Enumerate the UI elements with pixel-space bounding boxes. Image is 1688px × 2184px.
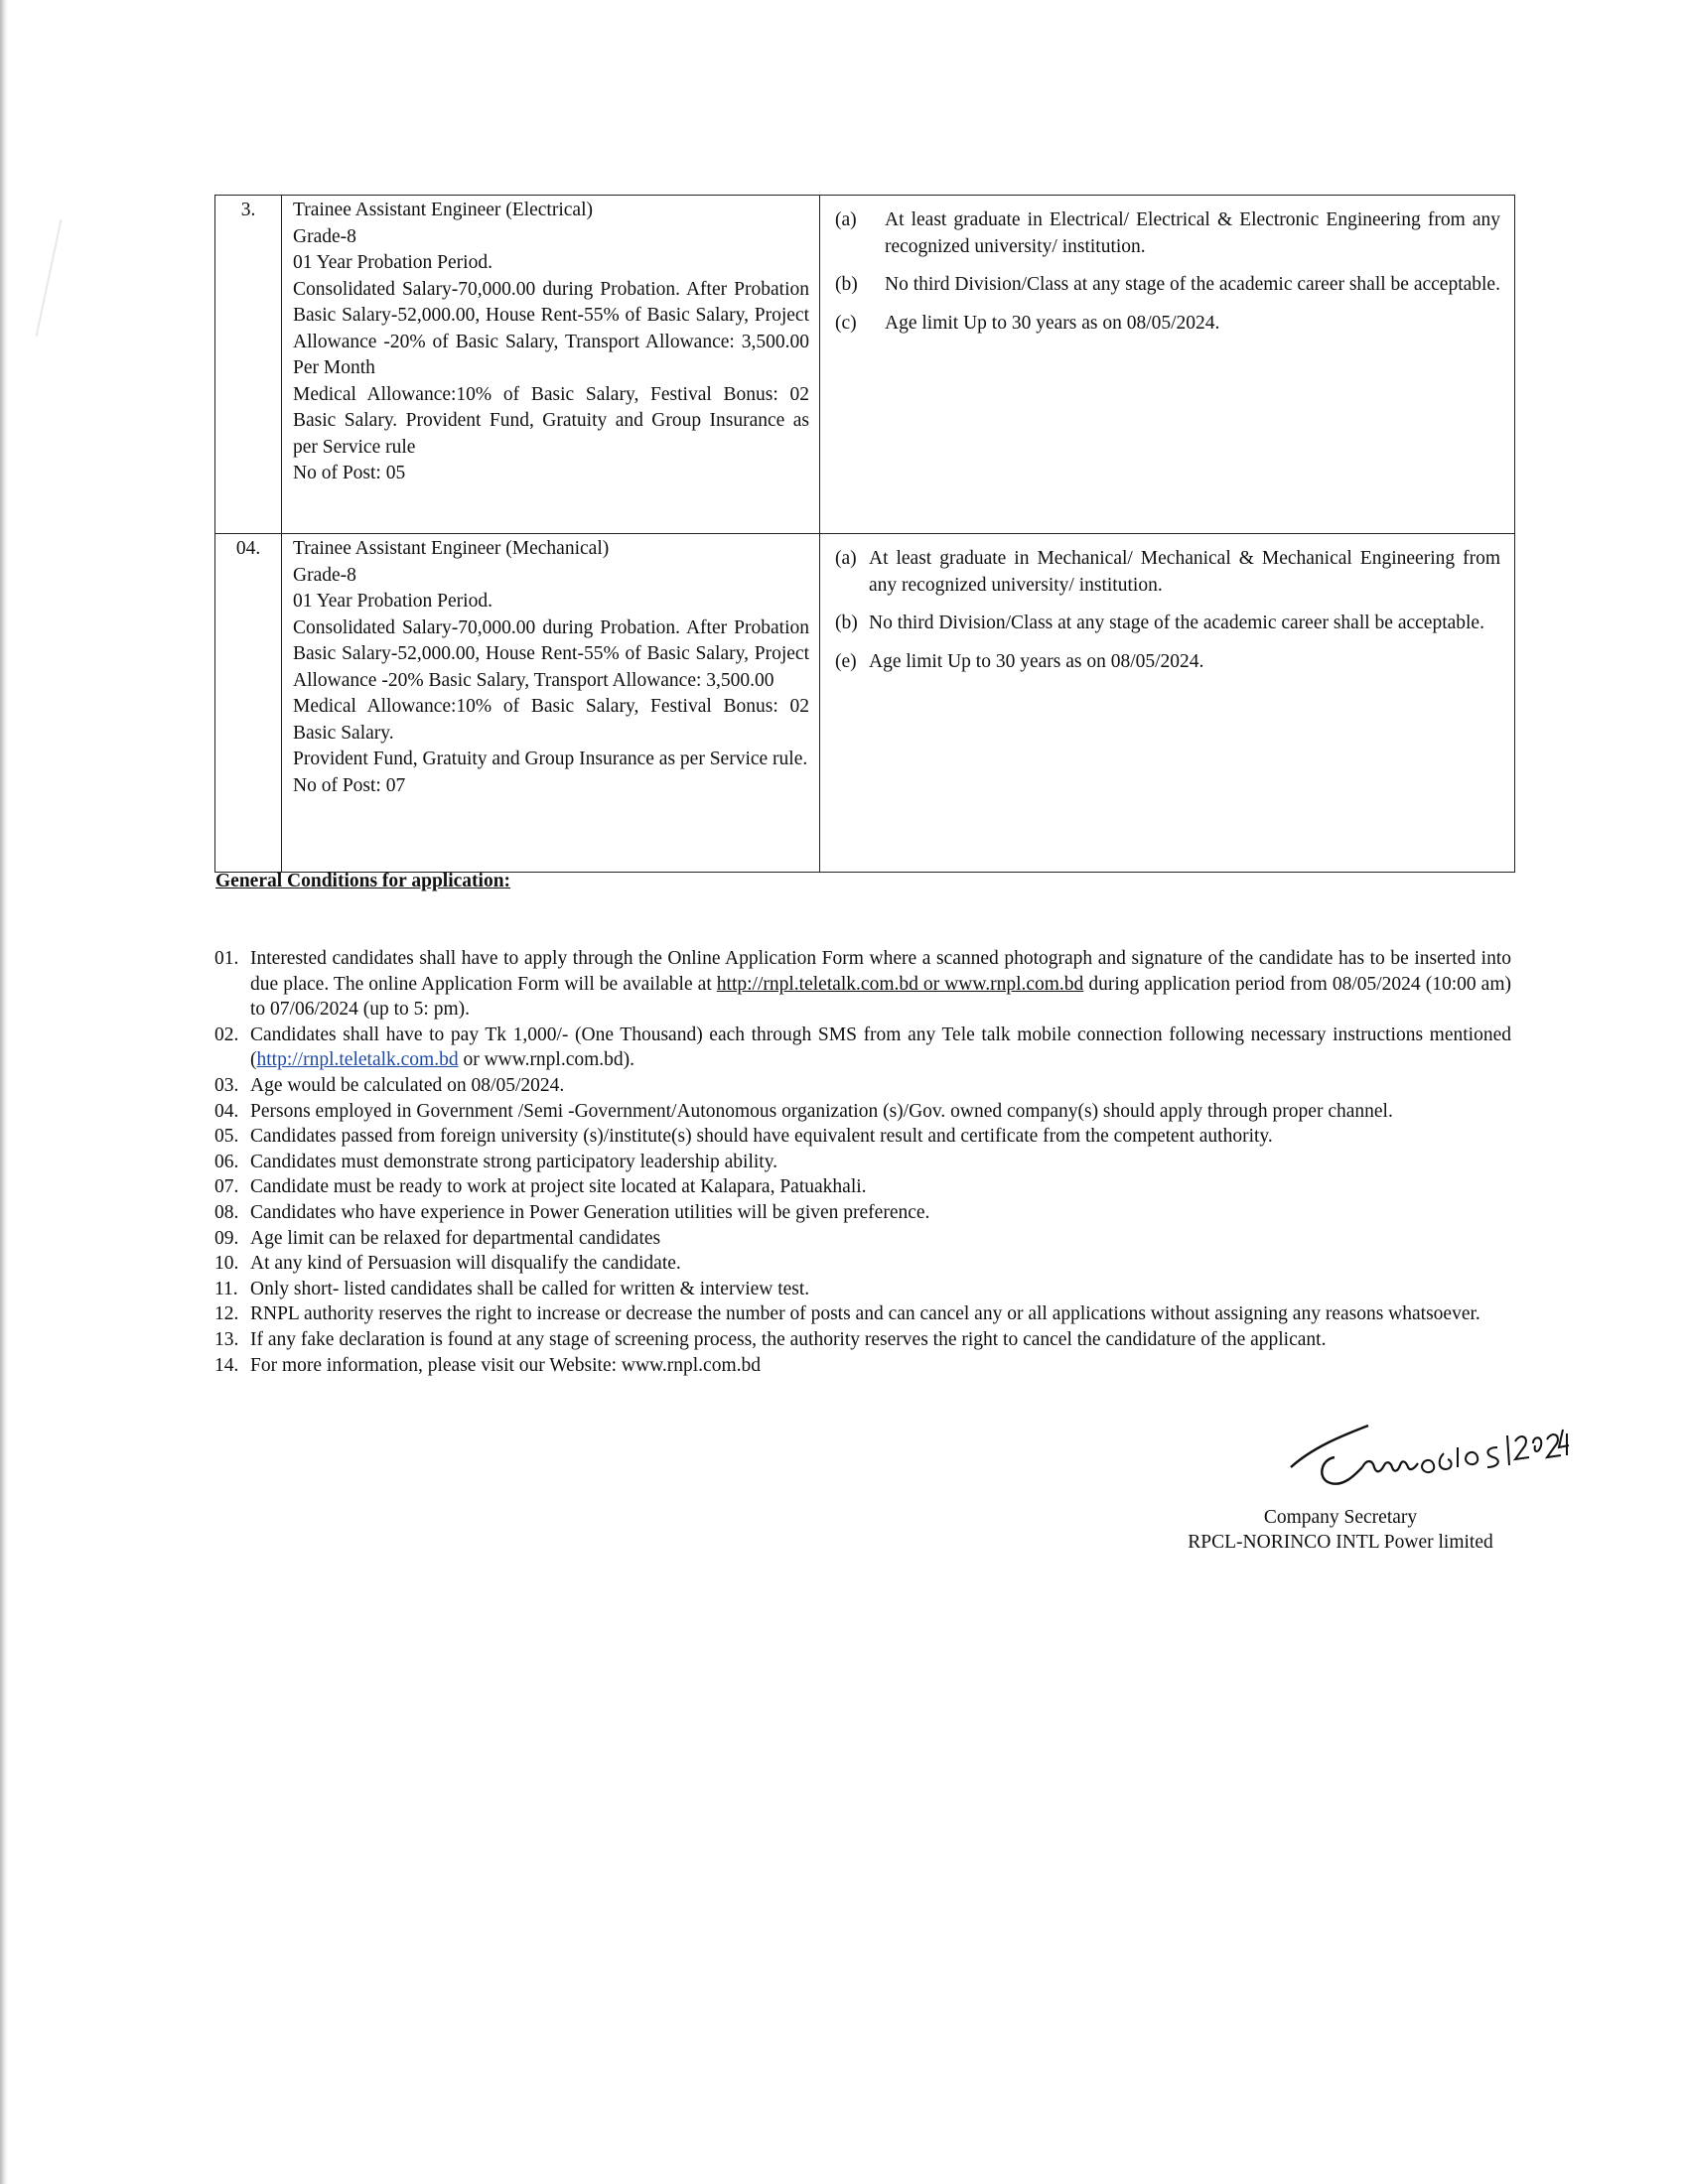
requirement-label: (a) bbox=[835, 548, 857, 569]
requirement-label: (a) bbox=[835, 209, 857, 230]
condition-number: 08. bbox=[214, 1201, 239, 1223]
requirement-item bbox=[835, 649, 1500, 676]
condition-text bbox=[250, 1150, 1511, 1175]
requirement-label: (c) bbox=[835, 312, 857, 334]
condition-text bbox=[250, 1023, 1511, 1073]
post-row bbox=[215, 196, 1515, 534]
condition-item bbox=[214, 1023, 1511, 1073]
condition-text-part: Candidates must demonstrate strong participatory leadership ability. bbox=[250, 1151, 778, 1172]
condition-text bbox=[250, 1353, 1511, 1379]
condition-number: 13. bbox=[214, 1328, 239, 1350]
condition-number: 12. bbox=[214, 1303, 239, 1325]
condition-text-part: or www.rnpl.com.bd). bbox=[458, 1049, 635, 1071]
condition-number: 03. bbox=[214, 1074, 239, 1096]
condition-item bbox=[214, 1073, 1511, 1099]
signatory-title: Company Secretary bbox=[1263, 1507, 1418, 1528]
condition-item bbox=[214, 1301, 1511, 1327]
requirement-item bbox=[835, 546, 1500, 599]
condition-item bbox=[214, 1200, 1511, 1226]
post-description-line: Consolidated Salary-70,000.00 during Probation. After Probation Basic Salary-52,000.00, House Rent-55% of Basic Salary, Project Allowance -20% Basic Salary, Transport Allowance: 3,500.00 bbox=[293, 616, 809, 691]
condition-text-part: Candidates shall have to pay Tk 1,000/- (One Thousand) each through SMS from any Tele talk mobile connection following necessary instructions mentioned ( bbox=[250, 1024, 1511, 1071]
post-requirements bbox=[820, 196, 1515, 534]
post-description-line: Medical Allowance:10% of Basic Salary, Festival Bonus: 02 Basic Salary. bbox=[293, 696, 809, 744]
condition-item bbox=[214, 1226, 1511, 1252]
condition-text-part: Candidates who have experience in Power Generation utilities will be given preference. bbox=[250, 1201, 930, 1223]
condition-number: 07. bbox=[214, 1176, 239, 1198]
condition-number: 05. bbox=[214, 1126, 239, 1148]
condition-text-part: Candidate must be ready to work at project site located at Kalapara, Patuakhali. bbox=[250, 1176, 867, 1198]
condition-text bbox=[250, 1327, 1511, 1353]
condition-text-part: during application period from 08/05/2024 (10:00 am) to 07/06/2024 (up to 5: pm). bbox=[250, 973, 1511, 1021]
condition-item bbox=[214, 1099, 1511, 1125]
condition-text-part: RNPL authority reserves the right to increase or decrease the number of posts and can cancel any or all applications without assigning any reasons whatsoever. bbox=[250, 1303, 1480, 1325]
condition-item bbox=[214, 1327, 1511, 1353]
condition-text bbox=[250, 1073, 1511, 1099]
condition-text-part: At any kind of Persuasion will disqualify the candidate. bbox=[250, 1253, 681, 1275]
scan-artifact bbox=[36, 219, 63, 337]
condition-text-part: Age would be calculated on 08/05/2024. bbox=[250, 1074, 565, 1096]
condition-number: 02. bbox=[214, 1024, 239, 1045]
signatory-organization: RPCL-NORINCO INTL Power limited bbox=[1188, 1532, 1493, 1553]
requirement-label: (e) bbox=[835, 650, 857, 672]
condition-text-part: Only short- listed candidates shall be called for written & interview test. bbox=[250, 1278, 810, 1299]
general-conditions-list bbox=[214, 946, 1511, 1378]
posts-table bbox=[214, 195, 1515, 873]
condition-text bbox=[250, 1226, 1511, 1252]
requirement-item bbox=[835, 311, 1500, 338]
condition-text-part: Interested candidates shall have to apply through the Online Application Form where a scanned photograph and signature of the candidate has to be inserted into due place. The online Application Form will be available at bbox=[250, 948, 1511, 995]
condition-item bbox=[214, 1150, 1511, 1175]
condition-item bbox=[214, 946, 1511, 1023]
post-description-line: Provident Fund, Gratuity and Group Insurance as per Service rule. bbox=[293, 749, 808, 769]
post-description bbox=[282, 196, 820, 534]
condition-item bbox=[214, 1124, 1511, 1150]
post-description-line: 01 Year Probation Period. bbox=[293, 591, 492, 612]
condition-item bbox=[214, 1353, 1511, 1379]
post-description-line: No of Post: 07 bbox=[293, 774, 406, 796]
condition-text-part: Persons employed in Government /Semi -Government/Autonomous organization (s)/Gov. owned company(s) should apply through proper channel. bbox=[250, 1100, 1393, 1122]
requirement-text: No third Division/Class at any stage of the academic career shall be acceptable. bbox=[885, 274, 1500, 295]
post-row bbox=[215, 534, 1515, 873]
post-description-line: No of Post: 05 bbox=[293, 463, 406, 483]
condition-text-part: For more information, please visit our Website: www.rnpl.com.bd bbox=[250, 1354, 762, 1376]
requirement-item bbox=[835, 272, 1500, 299]
requirement-text: At least graduate in Electrical/ Electrical & Electronic Engineering from any recognized university/ institution. bbox=[885, 209, 1500, 257]
condition-text bbox=[250, 1251, 1511, 1277]
post-requirements bbox=[820, 534, 1515, 873]
condition-text bbox=[250, 1200, 1511, 1226]
requirement-label: (b) bbox=[835, 274, 858, 295]
post-description-line: 01 Year Probation Period. bbox=[293, 252, 492, 273]
condition-number: 04. bbox=[214, 1100, 239, 1122]
requirement-text: No third Division/Class at any stage of the academic career shall be acceptable. bbox=[869, 613, 1484, 633]
teletalk-link[interactable]: http://rnpl.teletalk.com.bd bbox=[256, 1049, 459, 1071]
requirement-label: (b) bbox=[835, 613, 858, 633]
condition-text bbox=[250, 1301, 1511, 1327]
condition-text-part: Age limit can be relaxed for departmental candidates bbox=[250, 1227, 661, 1249]
post-serial: 3. bbox=[215, 196, 282, 534]
requirement-text: At least graduate in Mechanical/ Mechanical & Mechanical Engineering from any recognized university/ institution. bbox=[869, 548, 1500, 596]
signature-block bbox=[1152, 1505, 1529, 1555]
requirement-item bbox=[835, 611, 1500, 637]
post-description-line: Medical Allowance:10% of Basic Salary, Festival Bonus: 02 Basic Salary. Provident Fund, Gratuity and Group Insurance as per Service rule bbox=[293, 383, 809, 458]
condition-number: 09. bbox=[214, 1227, 239, 1249]
requirement-text: Age limit Up to 30 years as on 08/05/2024. bbox=[869, 650, 1204, 672]
condition-number: 06. bbox=[214, 1151, 239, 1172]
condition-item bbox=[214, 1277, 1511, 1302]
condition-text bbox=[250, 1099, 1511, 1125]
post-description-line: Trainee Assistant Engineer (Electrical) bbox=[293, 200, 593, 220]
post-description-line: Consolidated Salary-70,000.00 during Probation. After Probation Basic Salary-52,000.00, House Rent-55% of Basic Salary, Project Allowance -20% of Basic Salary, Transport Allowance: 3,500.00 Per Month bbox=[293, 278, 809, 378]
condition-text bbox=[250, 1277, 1511, 1302]
condition-number: 01. bbox=[214, 948, 239, 969]
condition-text-part: Candidates passed from foreign university (s)/institute(s) should have equivalent result and certificate from the competent authority. bbox=[250, 1126, 1273, 1148]
handwritten-signature bbox=[1273, 1408, 1571, 1497]
condition-item bbox=[214, 1174, 1511, 1200]
condition-number: 10. bbox=[214, 1253, 239, 1275]
general-conditions-heading: General Conditions for application: bbox=[215, 871, 511, 891]
post-description-line: Grade-8 bbox=[293, 225, 356, 247]
condition-number: 11. bbox=[214, 1278, 238, 1299]
post-serial: 04. bbox=[215, 534, 282, 873]
condition-item bbox=[214, 1251, 1511, 1277]
condition-text bbox=[250, 1124, 1511, 1150]
condition-text-part: If any fake declaration is found at any stage of screening process, the authority reserves the right to cancel the candidature of the applicant. bbox=[250, 1328, 1327, 1350]
condition-text bbox=[250, 1174, 1511, 1200]
condition-number: 14. bbox=[214, 1354, 239, 1376]
post-description-line: Trainee Assistant Engineer (Mechanical) bbox=[293, 538, 610, 559]
website-link[interactable]: http://rnpl.teletalk.com.bd or www.rnpl.com.bd bbox=[716, 973, 1084, 995]
requirement-text: Age limit Up to 30 years as on 08/05/2024. bbox=[885, 312, 1220, 334]
condition-text bbox=[250, 946, 1511, 1023]
post-description-line: Grade-8 bbox=[293, 564, 356, 586]
post-description bbox=[282, 534, 820, 873]
requirement-item bbox=[835, 207, 1500, 260]
scan-edge-shadow bbox=[0, 0, 8, 2184]
